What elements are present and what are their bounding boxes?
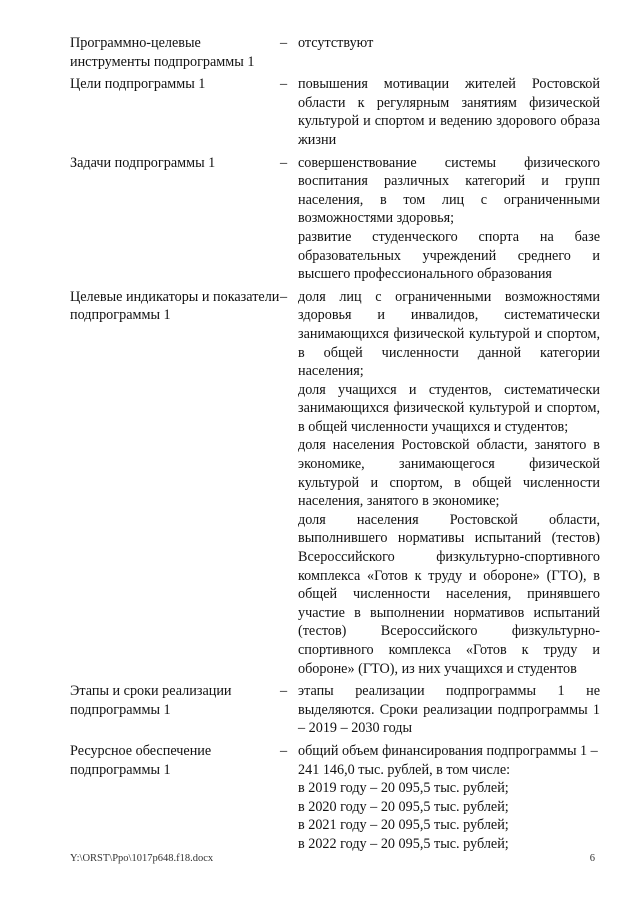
value-paragraph: повышения мотивации жителей Ростовской области к регулярным занятиям физической культурой и спортом и ведению здорового образа жизни: [298, 76, 600, 148]
value-paragraph: общий объем финансирования подпрограммы 1 –: [298, 742, 598, 759]
row-value: [298, 75, 600, 153]
row-dash: –: [280, 35, 288, 51]
passport-row: [70, 742, 600, 858]
value-paragraph: в 2022 году – 20 095,5 тыс. рублей;: [298, 835, 509, 852]
value-paragraph: отсутствуют: [298, 35, 374, 51]
row-label: Цели подпрограммы 1: [70, 76, 206, 93]
value-paragraph: доля населения Ростовской области, занятого в экономике, занимающегося физической культурой и спортом, в общей численности населения, занятого в экономике;: [298, 437, 600, 510]
value-paragraph: развитие студенческого спорта на базе образовательных учреждений среднего и высшего профессионального образования: [298, 228, 600, 283]
value-paragraph: в 2021 году – 20 095,5 тыс. рублей;: [298, 817, 509, 834]
subprogram-passport-table: [70, 34, 600, 858]
value-paragraph: совершенствование системы физического воспитания различных категорий и групп населения, в том лиц с ограниченными возможностями здоровья;: [298, 154, 600, 227]
row-value: [298, 288, 600, 682]
row-label: Ресурсное обеспечение подпрограммы 1: [70, 742, 212, 778]
row-dash: –: [280, 76, 288, 93]
value-paragraph: доля учащихся и студентов, систематически занимающихся физической культурой и спортом, в общей численности учащихся и студентов;: [298, 381, 600, 435]
row-dash: –: [280, 683, 288, 700]
value-paragraph: этапы реализации подпрограммы 1 не выделяются. Сроки реализации подпрограммы 1 – 2019 – 2030 годы: [298, 683, 600, 737]
row-dash: –: [280, 288, 288, 305]
row-dash: –: [280, 742, 288, 759]
row-value: [298, 682, 600, 742]
passport-row: [70, 288, 600, 682]
passport-row: [70, 34, 600, 75]
value-paragraph: доля населения Ростовской области, выполнившего нормативы испытаний (тестов) Всероссийского физкультурно-спортивного комплекса «Готов к труду и обороне» (ГТО), в общей численности населения, принявшего участие в выполнении нормативов испытаний (тестов) Всероссийского физкультурно-спортивного комплекса «Готов к труду и обороне» (ГТО), из них учащихся и студентов: [298, 511, 600, 677]
row-dash: –: [280, 154, 288, 171]
row-label: Программно-целевые инструменты подпрограммы 1: [70, 35, 255, 70]
row-label: Целевые индикаторы и показатели подпрограммы 1: [70, 288, 280, 324]
row-label: Задачи подпрограммы 1: [70, 154, 216, 171]
row-value: [298, 34, 600, 75]
value-paragraph: 241 146,0 тыс. рублей, в том числе:: [298, 761, 511, 778]
row-value: [298, 742, 600, 858]
passport-row: [70, 154, 600, 288]
passport-row: [70, 682, 600, 742]
footer-page-number: 6: [589, 853, 595, 864]
value-paragraph: в 2020 году – 20 095,5 тыс. рублей;: [298, 798, 509, 815]
value-paragraph: в 2019 году – 20 095,5 тыс. рублей;: [298, 780, 509, 797]
row-label: Этапы и сроки реализации подпрограммы 1: [70, 683, 232, 718]
footer-file-path: Y:\ORST\Ppo\1017p648.f18.docx: [70, 853, 214, 864]
passport-row: [70, 75, 600, 153]
value-paragraph: доля лиц с ограниченными возможностями здоровья и инвалидов, систематически занимающихся физической культурой и спортом, в общей численности данной категории населения;: [298, 288, 600, 380]
passport-rows: [70, 34, 600, 858]
row-value: [298, 154, 600, 288]
